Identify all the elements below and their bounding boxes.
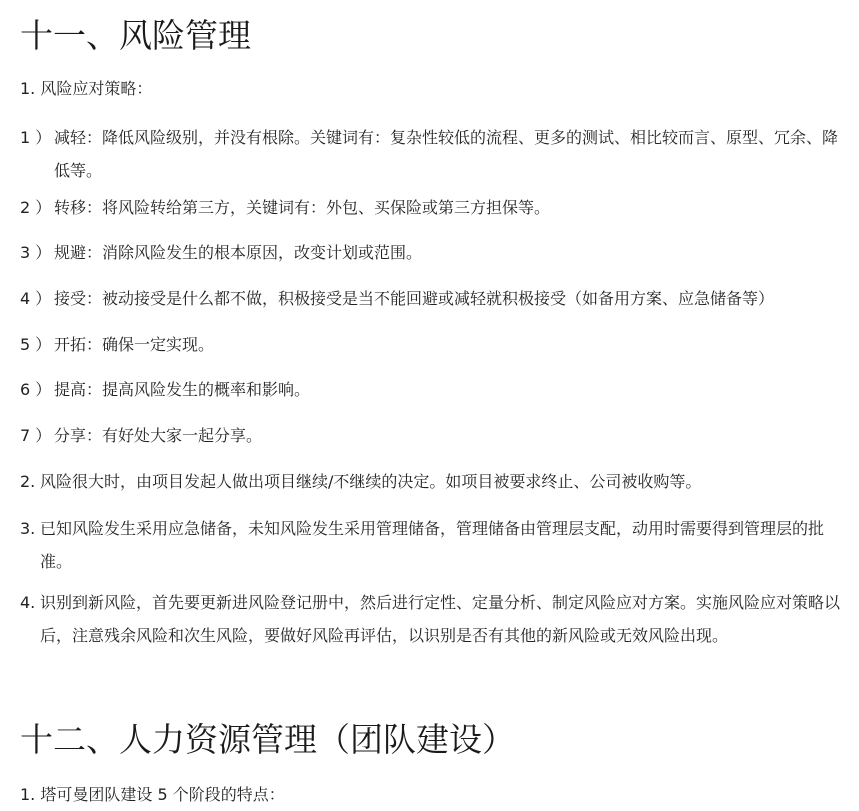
strategy-number: 4 ） <box>20 289 52 308</box>
list-item-text <box>40 512 848 578</box>
list-item-text-content: 已知风险发生采用应急储备，未知风险发生采用管理储备，管理储备由管理层支配，动用时需要得到管理层的批准。 <box>40 519 825 571</box>
list-item-number: 2. <box>20 472 36 491</box>
list-item-text: 塔可曼团队建设 5 个阶段的特点： <box>40 785 285 804</box>
strategy-number: 6 ） <box>20 380 52 399</box>
strategy-text: 开拓：确保一定实现。 <box>54 335 215 354</box>
strategy-text: 转移：将风险转给第三方，关键词有：外包、买保险或第三方担保等。 <box>54 198 551 217</box>
list-item-number: 1. <box>20 79 36 98</box>
strategy-text: 分享：有好处大家一起分享。 <box>54 426 263 445</box>
list-item <box>20 784 285 806</box>
section-11-title: 十一、风险管理 <box>20 16 251 55</box>
strategy-number: 5 ） <box>20 335 52 354</box>
list-item-text: 识别到新风险，首先要更新进风险登记册中，然后进行定性、定量分析、制定风险应对方案。实施风险应对策略以后，注意残余风险和次生风险，要做好风险再评估，以识别是否有其他的新风险或无效风险出现。 <box>40 593 841 645</box>
list-item-text: 风险应对策略： <box>40 79 153 98</box>
strategy-number: 2 ） <box>20 198 52 217</box>
list-item <box>20 78 152 100</box>
strategy-text: 减轻：降低风险级别，并没有根除。关键词有：复杂性较低的流程、更多的测试、相比较而言、原型、冗余、降低等。 <box>54 128 839 180</box>
strategy-number: 1 ） <box>20 128 52 147</box>
strategy-text: 规避：消除风险发生的根本原因，改变计划或范围。 <box>54 243 423 262</box>
strategy-text: 提高：提高风险发生的概率和影响。 <box>54 380 311 399</box>
list-item-text: 风险很大时，由项目发起人做出项目继续/不继续的决定。如项目被要求终止、公司被收购等。 <box>40 472 702 491</box>
strategy-number: 3 ） <box>20 243 52 262</box>
list-item-number: 4. <box>20 593 36 612</box>
section-12-title: 十二、人力资源管理（团队建设） <box>20 720 515 759</box>
strategy-text: 接受：被动接受是什么都不做，积极接受是当不能回避或减轻就积极接受（如备用方案、应急储备等） <box>54 289 775 308</box>
list-item-number: 1. <box>20 785 36 804</box>
list-item-number: 3. <box>20 519 36 538</box>
strategy-number: 7 ） <box>20 426 52 445</box>
